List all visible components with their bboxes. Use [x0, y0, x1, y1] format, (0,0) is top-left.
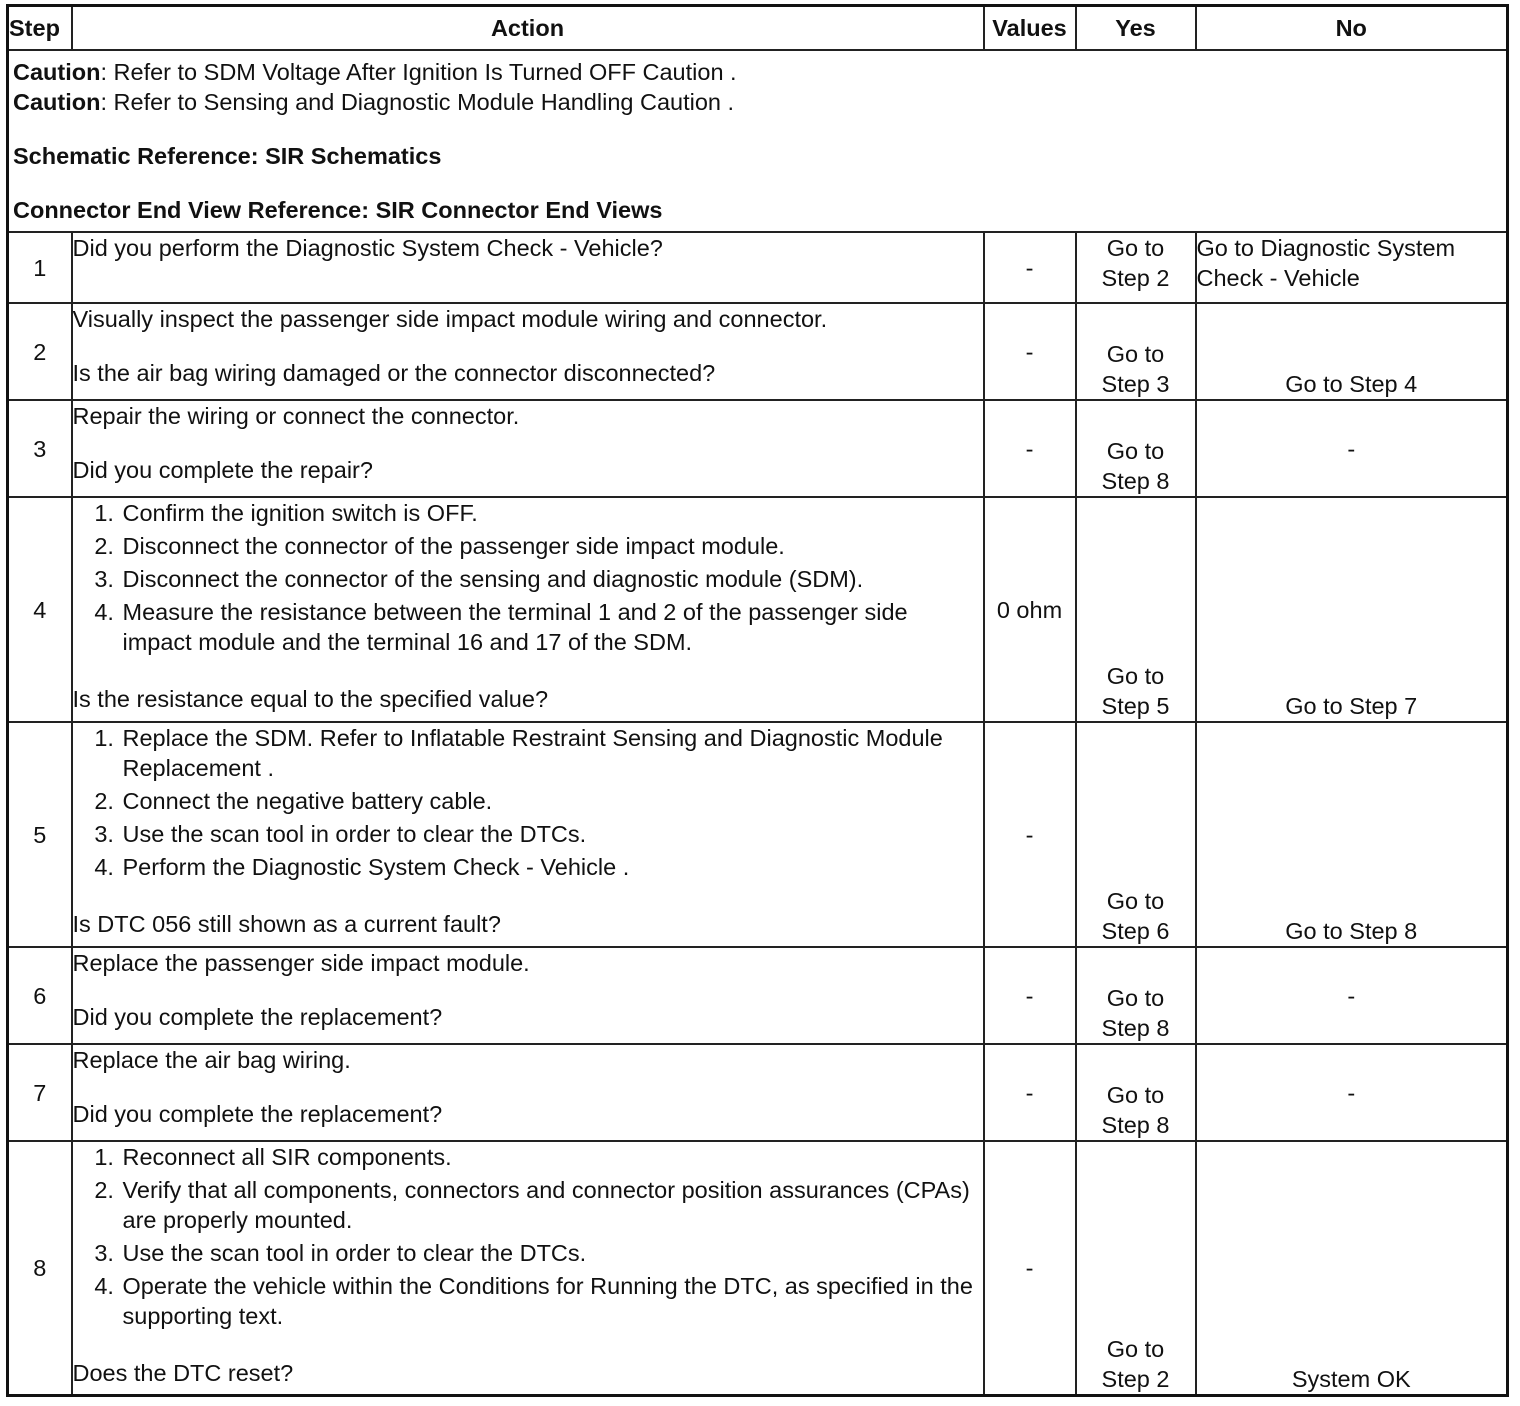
action-question: Is DTC 056 still shown as a current fault? [72, 911, 501, 937]
action-list-item: 1. Replace the SDM. Refer to Inflatable Restraint Sensing and Diagnostic Module Replacement . [121, 723, 983, 783]
yes-cell [1076, 232, 1196, 303]
no-goto[interactable]: Go to Step 4 [1285, 371, 1418, 397]
value-cell: - [984, 303, 1076, 400]
no-cell [1196, 400, 1508, 497]
yes-cell [1076, 722, 1196, 947]
header-row [8, 6, 1508, 51]
yes-goto-line[interactable]: Step 2 [1101, 1365, 1170, 1392]
action-instruction: Visually inspect the passenger side impact module wiring and connector. [72, 306, 828, 332]
action-list [73, 1142, 983, 1331]
connector-reference: Connector End View Reference: SIR Connector End Views [13, 197, 663, 223]
step-number: 6 [8, 947, 72, 1044]
yes-goto-line[interactable]: Step 8 [1101, 468, 1170, 494]
action-list-item: 4. Operate the vehicle within the Conditions for Running the DTC, as specified in the supporting text. [121, 1271, 983, 1331]
action-instruction: Replace the air bag wiring. [72, 1047, 351, 1073]
action-instruction: Repair the wiring or connect the connector. [72, 403, 520, 429]
action-cell [72, 947, 984, 1044]
step-number: 7 [8, 1044, 72, 1141]
diagnostic-table-container [6, 4, 1506, 1397]
yes-goto-line[interactable]: Go to [1106, 438, 1165, 464]
yes-goto-line[interactable]: Step 6 [1101, 918, 1170, 944]
caution-2 [13, 87, 1502, 117]
action-list-item: 2. Disconnect the connector of the passenger side impact module. [121, 531, 983, 561]
caution-1-text: : Refer to SDM Voltage After Ignition Is Turned OFF Caution . [100, 59, 737, 85]
caution-1 [13, 57, 1502, 87]
yes-goto-line[interactable]: Go to [1106, 1335, 1165, 1362]
step-number: 2 [8, 303, 72, 400]
yes-goto-line[interactable]: Go to [1106, 235, 1165, 261]
yes-goto-line[interactable]: Go to [1106, 341, 1165, 367]
caution-2-text: : Refer to Sensing and Diagnostic Module Handling Caution . [100, 89, 735, 115]
yes-cell [1076, 1044, 1196, 1141]
yes-goto-line[interactable]: Step 3 [1101, 371, 1170, 397]
yes-goto-line[interactable]: Go to [1106, 663, 1165, 689]
caution-1-label: Caution [13, 59, 101, 85]
action-question: Did you complete the replacement? [72, 1101, 443, 1127]
header-yes: Yes [1076, 6, 1196, 51]
action-cell [72, 722, 984, 947]
no-goto[interactable]: Go to Step 7 [1285, 693, 1418, 719]
yes-cell [1076, 947, 1196, 1044]
action-instruction: Replace the passenger side impact module. [72, 950, 530, 976]
action-list-item: 3. Use the scan tool in order to clear the DTCs. [121, 819, 983, 849]
yes-goto-line[interactable]: Step 8 [1101, 1112, 1170, 1138]
action-cell [72, 400, 984, 497]
value-cell: - [984, 722, 1076, 947]
schematic-reference: Schematic Reference: SIR Schematics [13, 143, 442, 169]
yes-goto-line[interactable]: Step 2 [1101, 265, 1170, 291]
action-list-item: 4. Measure the resistance between the terminal 1 and 2 of the passenger side impact module and the terminal 16 and 17 of the SDM. [121, 597, 983, 657]
info-row [8, 50, 1508, 232]
caution-2-label: Caution [13, 89, 101, 115]
action-list [73, 723, 983, 882]
action-list-item: 3. Use the scan tool in order to clear the DTCs. [121, 1238, 983, 1268]
no-goto: - [1347, 435, 1356, 462]
action-list-item: 3. Disconnect the connector of the sensing and diagnostic module (SDM). [121, 564, 983, 594]
action-question: Does the DTC reset? [72, 1360, 294, 1386]
no-cell [1196, 1044, 1508, 1141]
action-list-item: 1. Reconnect all SIR components. [121, 1142, 983, 1172]
value-cell: - [984, 232, 1076, 303]
no-goto: - [1347, 1079, 1356, 1106]
action-list-item: 2. Connect the negative battery cable. [121, 786, 983, 816]
action-question: Is the air bag wiring damaged or the connector disconnected? [72, 360, 716, 386]
action-question: Did you complete the repair? [72, 457, 373, 483]
value-cell: - [984, 1044, 1076, 1141]
table-row [8, 497, 1508, 722]
no-cell[interactable] [1196, 722, 1508, 947]
table-row [8, 400, 1508, 497]
table-row [8, 1044, 1508, 1141]
no-goto[interactable]: Go to Step 8 [1285, 918, 1418, 944]
no-goto[interactable]: Go to Diagnostic System Check - Vehicle [1196, 235, 1456, 291]
yes-goto-line[interactable]: Go to [1106, 888, 1165, 914]
yes-cell [1076, 303, 1196, 400]
yes-goto-line[interactable]: Step 5 [1101, 693, 1170, 719]
yes-cell [1076, 1141, 1196, 1395]
yes-cell [1076, 400, 1196, 497]
yes-cell [1076, 497, 1196, 722]
action-list [73, 498, 983, 657]
header-values: Values [984, 6, 1076, 51]
no-cell[interactable] [1196, 497, 1508, 722]
no-cell [1196, 947, 1508, 1044]
value-cell: - [984, 400, 1076, 497]
action-cell [72, 232, 984, 303]
header-no: No [1196, 6, 1508, 51]
no-goto[interactable]: System OK [1291, 1365, 1411, 1392]
action-cell [72, 497, 984, 722]
table-row [8, 947, 1508, 1044]
table-row [8, 303, 1508, 400]
step-number: 1 [8, 232, 72, 303]
value-cell: - [984, 1141, 1076, 1395]
step-number: 5 [8, 722, 72, 947]
action-list-item: 2. Verify that all components, connectors and connector position assurances (CPAs) are properly mounted. [121, 1175, 983, 1235]
step-number: 8 [8, 1141, 72, 1395]
diagnostic-table [6, 4, 1509, 1397]
header-action: Action [72, 6, 984, 51]
step-number: 3 [8, 400, 72, 497]
yes-goto-line[interactable]: Go to [1106, 985, 1165, 1011]
table-row [8, 232, 1508, 303]
no-cell[interactable] [1196, 1141, 1508, 1395]
no-goto: - [1347, 982, 1356, 1009]
yes-goto-line[interactable]: Step 8 [1101, 1015, 1170, 1041]
info-cell [8, 50, 1508, 232]
action-list-item: 4. Perform the Diagnostic System Check - Vehicle . [121, 852, 983, 882]
action-instruction: Did you perform the Diagnostic System Check - Vehicle? [72, 235, 663, 261]
action-question: Is the resistance equal to the specified value? [72, 686, 549, 712]
action-question: Did you complete the replacement? [72, 1004, 443, 1030]
no-cell[interactable] [1196, 232, 1508, 303]
action-cell [72, 1044, 984, 1141]
action-cell [72, 1141, 984, 1395]
no-cell[interactable] [1196, 303, 1508, 400]
value-cell: 0 ohm [984, 497, 1076, 722]
action-cell [72, 303, 984, 400]
table-row [8, 1141, 1508, 1395]
step-number: 4 [8, 497, 72, 722]
action-list-item: 1. Confirm the ignition switch is OFF. [121, 498, 983, 528]
value-cell: - [984, 947, 1076, 1044]
table-row [8, 722, 1508, 947]
header-step: Step [8, 6, 72, 51]
yes-goto-line[interactable]: Go to [1106, 1082, 1165, 1108]
